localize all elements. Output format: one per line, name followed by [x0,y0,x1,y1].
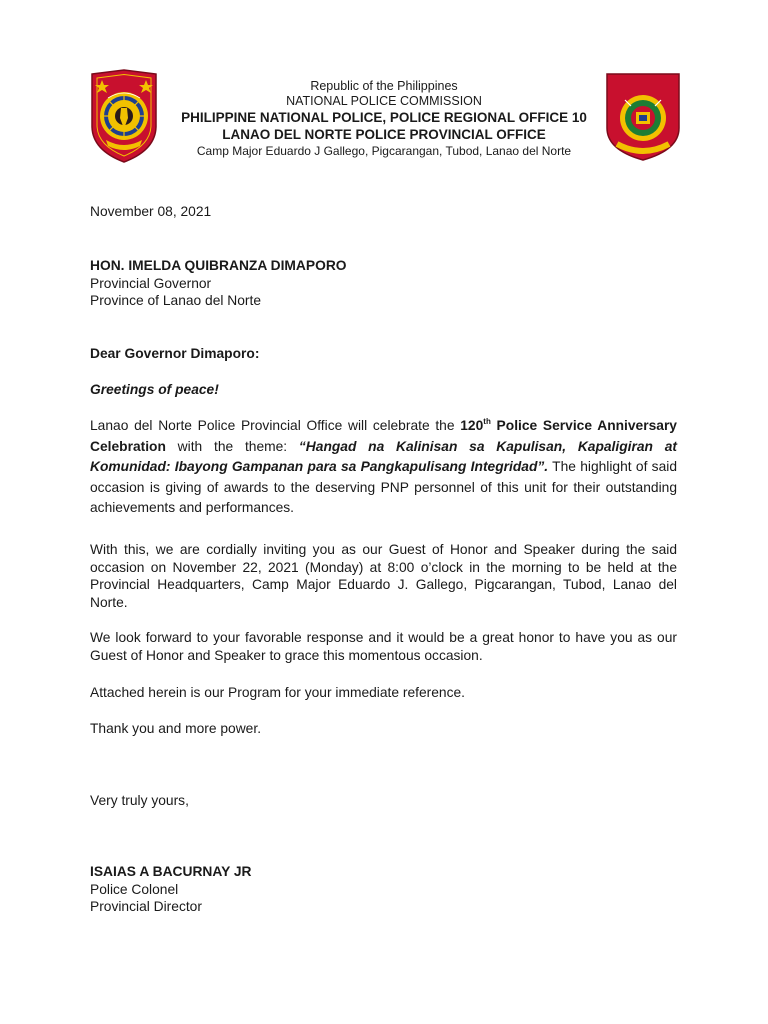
letterhead-line-republic: Republic of the Philippines [310,79,458,93]
paragraph-thanks: Thank you and more power. [90,721,262,736]
salutation: Dear Governor Dimaporo: [90,346,260,361]
signatory-rank: Police Colonel [90,881,179,897]
lanao-del-norte-ppo-seal-logo [603,70,683,162]
event-name: Police Service Anniversary Celebration [90,418,677,454]
anniversary-ordinal-suffix: th [483,417,491,426]
paragraph-response: We look forward to your favorable response and it would be a great honor to have you as our Guest of Honor and Speaker to grace this momentous occasion. [90,630,677,663]
recipient-name: HON. IMELDA QUIBRANZA DIMAPORO [90,258,347,273]
letterhead-line-ppo: LANAO DEL NORTE POLICE PROVINCIAL OFFICE [222,127,546,142]
theme-intro: with the theme: [165,438,299,454]
closing: Very truly yours, [90,793,189,808]
signatory-position: Provincial Director [90,899,202,914]
recipient-office: Province of Lanao del Norte [90,293,262,308]
letterhead-line-address: Camp Major Eduardo J Gallego, Pigcarangan, Tubod, Lanao del Norte [196,144,572,158]
paragraph-celebration-rest: The highlight of said occasion is giving of awards to the deserving PNP personnel of this unit for their outstanding achievements and performances. [90,459,677,515]
letterhead-line-napolcom: NATIONAL POLICE COMMISSION [286,94,482,108]
recipient-block [90,257,347,310]
signatory-block [90,863,252,916]
letter-date: November 08, 2021 [90,204,212,219]
letterhead [0,0,768,175]
paragraph-celebration-intro: Lanao del Norte Police Provincial Office will celebrate the [90,418,461,433]
signatory-name: ISAIAS A BACURNAY JR [90,864,252,879]
greeting: Greetings of peace! [90,382,219,397]
letterhead-line-pro10: PHILIPPINE NATIONAL POLICE, POLICE REGIONAL OFFICE 10 [181,110,587,125]
paragraph-invitation: With this, we are cordially inviting you as our Guest of Honor and Speaker during the said occasion on November 22, 2021 (Monday) at 8:00 o’clock in the morning to be held at the Provincial Headquarters, Camp Major Eduardo J. Gallego, Pigcarangan, Tubod, Lanao del Norte. [90,542,677,610]
paragraph-celebration [90,416,677,519]
recipient-title: Provincial Governor [90,275,212,291]
anniversary-number: 120 [460,418,484,433]
paragraph-attachment: Attached herein is our Program for your immediate reference. [90,685,465,700]
pnp-seal-logo [88,68,160,164]
event-theme: “Hangad na Kalinisan sa Kapulisan, Kapaligiran at Komunidad: Ibayong Gampanan para sa Pangkapulisang Integridad”. [90,438,677,474]
letterhead-text [168,79,600,159]
